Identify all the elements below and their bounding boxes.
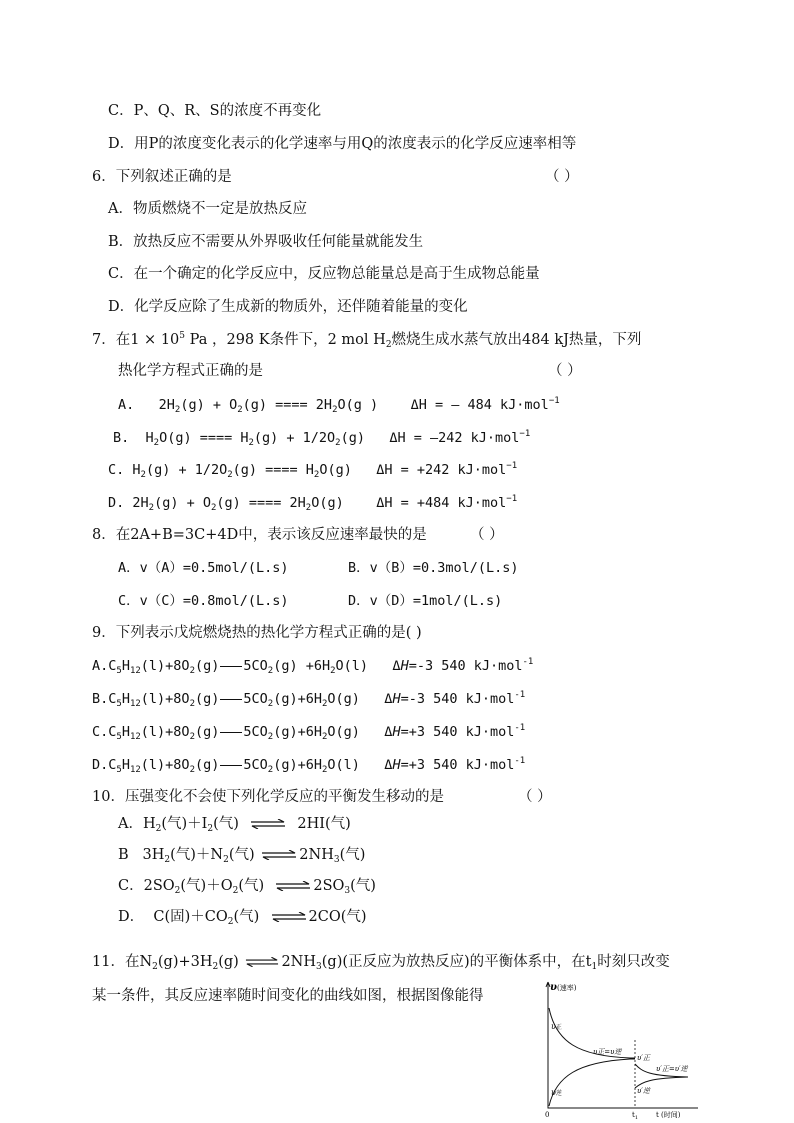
q11-stem-line2: 某一条件，其反应速率随时间变化的曲线如图，根据图像能得 [92,988,484,1004]
label-equilibrium-1: υ正=υ逆 [593,1048,622,1056]
q9-option-a: $A.C_5H_{12}(l)+8O_2(g)$ $5CO_2(g) +6H_2O(l)$ ΔH=-3 540 kJ·mol$^{-1}$ [92,657,534,676]
graph-origin: 0 [545,1111,550,1119]
q7-option-a: A. $2H_2(g) + O_2(g)$ ==== $2H_2O(g$ ) ΔH = — 484 kJ·mol$^{-1}$ [118,396,560,415]
reverse-rate-curve [549,1059,635,1106]
label-v-reverse: υ逆 [551,1088,562,1097]
q9-stem: 9．下列表示戊烷燃烧热的热化学方程式正确的是( ) [92,625,422,641]
q7-option-b: B. $H_2O(g)$ ==== $H_2(g) + 1/2O_2(g) \Delta H$ = —242 kJ·mol$^{-1}$ [113,429,531,448]
graph-x-label: t (时间) [656,1111,681,1119]
q10-option-d: D． C(固)$+CO_2$(气) 2CO(气) [118,909,367,927]
q8-stem: 8．在2A+B=3C+4D中，表示该反应速率最快的是 [92,527,427,543]
q7-answer-bracket: （ ） [548,363,582,379]
q8-option-d: D．v（D）=1mol/(L.s) [348,593,503,609]
q8-option-a: A．v（A）=0.5mol/(L.s) [118,560,289,576]
q7-option-d: D. $2H_2(g) + O_2(g)$ ==== $2H_2O(g)$ ΔH = +484 kJ·mol$^{-1}$ [108,494,518,513]
q7-option-c: C. $H_2(g) + 1/2O_2(g)$ ==== $H_2O(g) \Delta H = +242$ kJ·mol$^{-1}$ [108,461,518,480]
q9-option-c: $C.C_5H_{12}(l)+8O_2(g)$ $5CO_2(g)+6H_2O(g)$ ΔH=+3 540 kJ·mol$^{-1}$ [92,723,526,742]
q8-answer-bracket: （ ） [470,527,504,543]
graph-t1: $t_1$ [632,1111,639,1120]
q10-option-b: B $3H_2$(气)$+N_2$(气) $2NH_3$(气) [118,847,366,865]
q6-option-b: B．放热反应不需要从外界吸收任何能量就能发生 [108,234,424,250]
label-v-forward: υ正 [551,1022,562,1031]
label-v-prime-reverse: υ′逆 [637,1087,650,1095]
forward-rate-curve [549,1008,635,1058]
q11-stem: 11．在$N_2(g)+3H_2(g)$ $2NH_3(g)$(正反应为放热反应)的平衡体系中，在$t_1$时刻只改变 [92,954,670,972]
q10-option-a: A．$H_2$(气)$+I_2$(气) 2HI(气) [118,816,351,834]
q6-stem: 6．下列叙述正确的是 [92,169,232,185]
rate-time-graph [538,980,704,1120]
q9-option-b: $B.C_5H_{12}(l)+8O_2(g)$ $5CO_2(g)+6H_2O(g)$ ΔH=-3 540 kJ·mol$^{-1}$ [92,690,526,709]
label-equilibrium-2: υ′正=υ′逆 [656,1065,688,1073]
q6-option-a: A．物质燃烧不一定是放热反应 [108,201,307,217]
q8-option-c: C．v（C）=0.8mol/(L.s) [118,593,289,609]
graph-axes [548,982,698,1108]
q5-option-c: C．P、Q、R、S的浓度不再变化 [108,103,322,119]
q7-stem: 7．在$1 \times 10^5$ Pa ，298 K条件下，2 mol $H_2$燃烧生成水蒸气放出484 kJ热量，下列 [92,331,642,350]
q10-stem: 10．压强变化不会使下列化学反应的平衡发生移动的是 [92,789,444,805]
graph-y-label-text: (速率) [557,984,577,992]
label-v-prime-forward: υ′正 [637,1054,650,1062]
q9-option-d: $D.C_5H_{12}(l)+8O_2(g)$ $5CO_2(g)+6H_2O(l)$ ΔH=+3 540 kJ·mol$^{-1}$ [92,756,526,775]
q10-answer-bracket: （ ） [518,789,552,805]
q5-option-d: D．用P的浓度变化表示的化学速率与用Q的浓度表示的化学反应速率相等 [108,136,577,152]
q8-option-b: B．v（B）=0.3mol/(L.s) [348,560,519,576]
q6-option-c: C．在一个确定的化学反应中，反应物总能量总是高于生成物总能量 [108,266,540,282]
q6-answer-bracket: （ ） [545,169,579,185]
q10-option-c: C．$2SO_2$(气)$+O_2$(气) $2SO_3$(气) [118,878,376,896]
q6-option-d: D．化学反应除了生成新的物质外，还伴随着能量的变化 [108,299,468,315]
q7-stem-line2: 热化学方程式正确的是 [118,363,263,379]
graph-y-label: υ [550,982,557,993]
